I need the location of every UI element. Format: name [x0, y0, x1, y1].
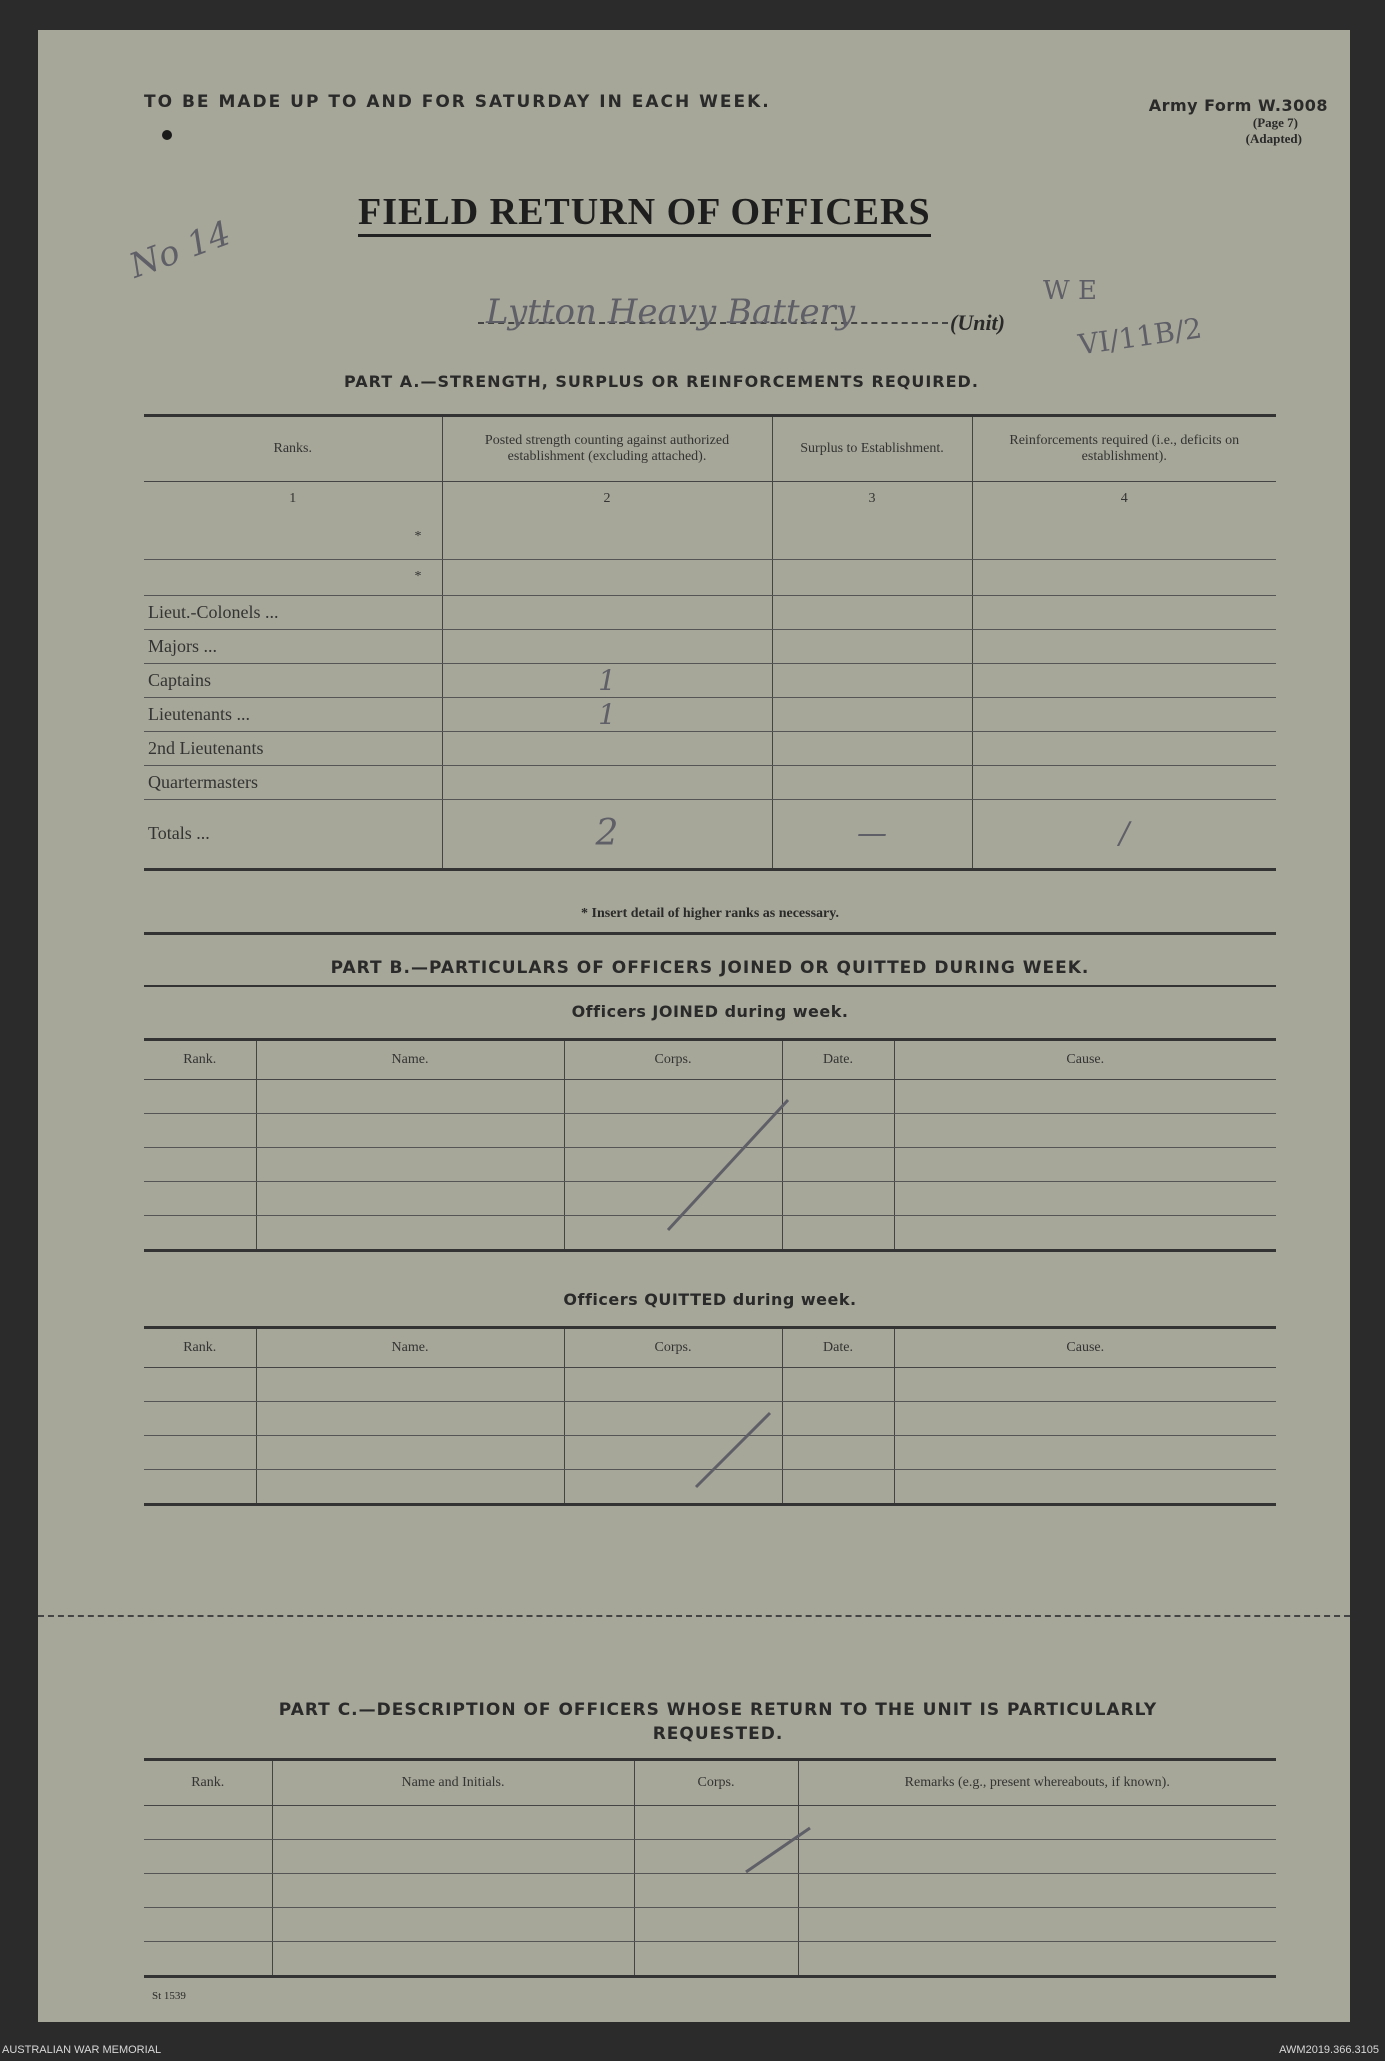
col-number-1: 1 [289, 490, 297, 506]
unit-label: (Unit) [950, 310, 1005, 335]
divider [144, 985, 1276, 987]
table-row [144, 1806, 1276, 1840]
rank-row [144, 595, 1276, 629]
totals-reinforcements: / [972, 799, 1276, 869]
col-header-surplus: Surplus to Establishment. [772, 416, 972, 482]
lieutenants-strength: 1 [442, 697, 772, 731]
footer-left: AUSTRALIAN WAR MEMORIAL [2, 2044, 162, 2056]
totals-strength: 2 [442, 799, 772, 869]
col-header-ranks: Ranks. [144, 416, 442, 482]
col-header-reinforcements: Reinforcements required (i.e., deficits on establishment). [972, 416, 1276, 482]
col-date: Date. [782, 1328, 894, 1368]
col-rank: Rank. [144, 1328, 256, 1368]
part-b-heading: PART B.—PARTICULARS OF OFFICERS JOINED OR QUITTED DURING WEEK. [330, 958, 1090, 978]
rank-row [144, 629, 1276, 663]
col-name: Name. [256, 1328, 564, 1368]
divider [144, 932, 1276, 935]
part-a-table [144, 414, 1276, 871]
form-id: Army Form W.3008 [1148, 96, 1328, 115]
col-corps: Corps. [564, 1040, 782, 1080]
col-header-strength: Posted strength counting against authorized establishment (excluding attached). [442, 416, 772, 482]
footer-right: AWM2019.366.3105 [1279, 2044, 1379, 2056]
part-a-heading: PART A.—STRENGTH, SURPLUS OR REINFORCEMENTS REQUIRED. [344, 372, 979, 391]
col-cause: Cause. [894, 1040, 1276, 1080]
nil-stroke [658, 1090, 798, 1240]
col-rank: Rank. [144, 1040, 256, 1080]
punch-hole [162, 130, 172, 140]
col-corps: Corps. [634, 1760, 798, 1806]
print-code: St 1539 [152, 1990, 186, 2002]
table-row [144, 1908, 1276, 1942]
totals-surplus: — [772, 799, 972, 869]
captains-strength: 1 [442, 663, 772, 697]
part-c-heading: PART C.—DESCRIPTION OF OFFICERS WHOSE RETURN TO THE UNIT IS PARTICULARLY REQUESTED. [278, 1700, 1158, 1744]
page-note: (Page 7) [1252, 115, 1298, 130]
form-id-block [1078, 96, 1328, 147]
col-number-4: 4 [972, 482, 1276, 516]
instruction-text: TO BE MADE UP TO AND FOR SATURDAY IN EACH WEEK. [144, 92, 771, 112]
col-name-initials: Name and Initials. [272, 1760, 634, 1806]
table-row [144, 1942, 1276, 1977]
quitted-heading: Officers QUITTED during week. [563, 1290, 857, 1309]
perforation-line [38, 1615, 1350, 1617]
rank-row [144, 697, 1276, 731]
footnote: * Insert detail of higher ranks as necessary. [581, 906, 839, 921]
form-sheet [38, 30, 1350, 2022]
rank-label: Quartermasters [144, 765, 442, 799]
col-corps: Corps. [564, 1328, 782, 1368]
page-title: FIELD RETURN OF OFFICERS [358, 190, 931, 237]
col-remarks: Remarks (e.g., present whereabouts, if known). [798, 1760, 1276, 1806]
col-rank: Rank. [144, 1760, 272, 1806]
totals-row [144, 799, 1276, 869]
rank-label: Lieutenants ... [144, 697, 442, 731]
joined-heading: Officers JOINED during week. [571, 1002, 849, 1021]
star-row: * [144, 559, 442, 595]
rank-row [144, 663, 1276, 697]
col-name: Name. [256, 1040, 564, 1080]
rank-label: 2nd Lieutenants [144, 731, 442, 765]
rank-row [144, 731, 1276, 765]
ref-note-2: VI/11B/2 [1076, 311, 1204, 362]
col-cause: Cause. [894, 1328, 1276, 1368]
part-c-table [144, 1758, 1276, 1978]
nil-stroke [738, 1820, 818, 1880]
nil-stroke [688, 1405, 778, 1495]
col-number-2: 2 [442, 482, 772, 516]
table-row [144, 1368, 1276, 1402]
adapted-note: (Adapted) [1245, 131, 1302, 146]
ref-note-1: W E [1043, 276, 1097, 306]
margin-note: No 14 [124, 213, 236, 287]
rank-label: Lieut.-Colonels ... [144, 595, 442, 629]
col-date: Date. [782, 1040, 894, 1080]
rank-label: Majors ... [144, 629, 442, 663]
rank-label: Captains [144, 663, 442, 697]
unit-handwritten: Lytton Heavy Battery [486, 292, 856, 332]
col-number-3: 3 [772, 482, 972, 516]
table-row [144, 1874, 1276, 1908]
totals-label: Totals ... [148, 823, 210, 843]
rank-row [144, 765, 1276, 799]
star-row: * [144, 515, 442, 559]
table-row [144, 1840, 1276, 1874]
